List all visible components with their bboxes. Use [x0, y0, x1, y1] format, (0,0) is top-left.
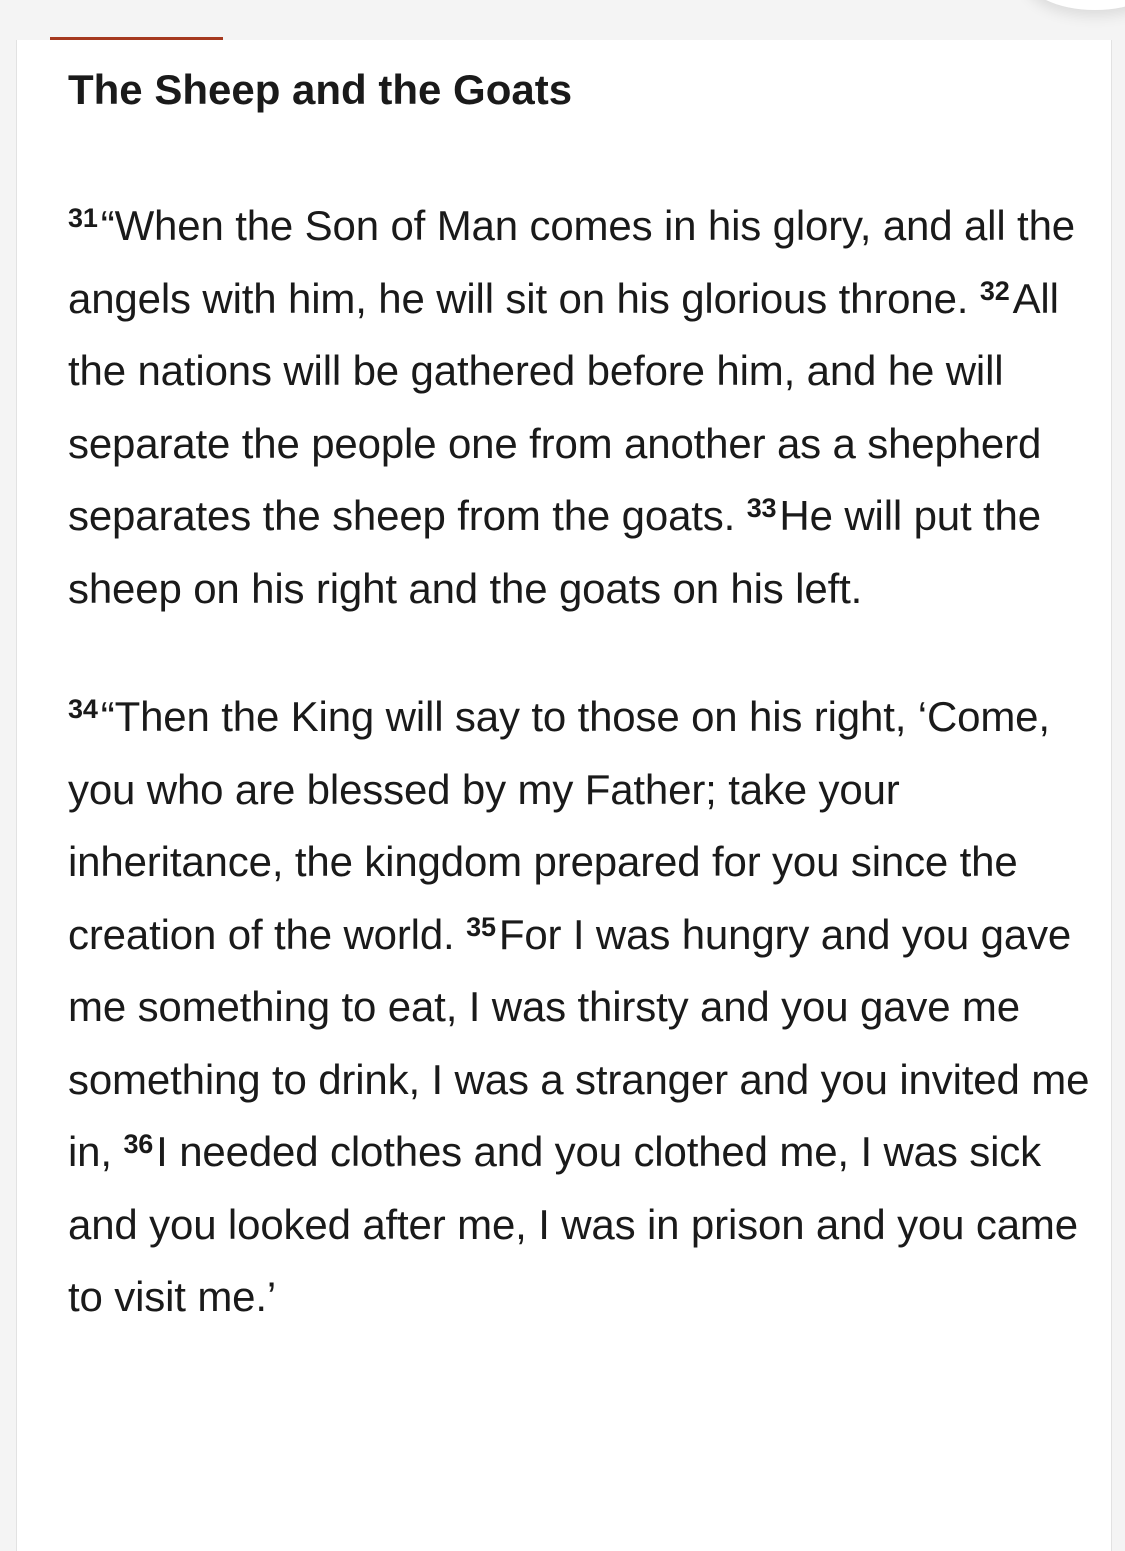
verse-number[interactable]: 34 [68, 694, 98, 724]
paragraph-2 [68, 681, 1098, 1334]
verse-text: I needed clothes and you clothed me, I was sick and you looked after me, I was in prison and you came to visit me.’ [68, 1128, 1078, 1320]
verse-text: All the nations will be gathered before him, and he will separate the people one from another as a shepherd separates the sheep from the goats. [68, 274, 1059, 539]
verse-number[interactable]: 36 [123, 1129, 154, 1159]
verse-text: For I was hungry and you gave me something to eat, I was thirsty and you gave me something to drink, I was a stranger and you invited me in, [68, 910, 1090, 1175]
paragraph-1 [68, 190, 1098, 625]
corner-shadow [1025, 0, 1125, 10]
verse-number[interactable]: 32 [979, 275, 1010, 306]
verse-number[interactable]: 31 [68, 203, 98, 233]
verse-number[interactable]: 33 [746, 493, 777, 523]
verse-text: “When the Son of Man comes in his glory, and all the angels with him, he will sit on his glorious throne. [68, 202, 1075, 322]
verse-number[interactable]: 35 [466, 911, 496, 942]
section-heading: The Sheep and the Goats [68, 66, 573, 113]
passage-content [68, 62, 1098, 1390]
verse-text: He will put the sheep on his right and the goats on his left. [68, 492, 1041, 612]
verse-text: “Then the King will say to those on his right, ‘Come, you who are blessed by my Father; take your inheritance, the kingdom prepared for you since the creation of the world. [68, 693, 1050, 958]
